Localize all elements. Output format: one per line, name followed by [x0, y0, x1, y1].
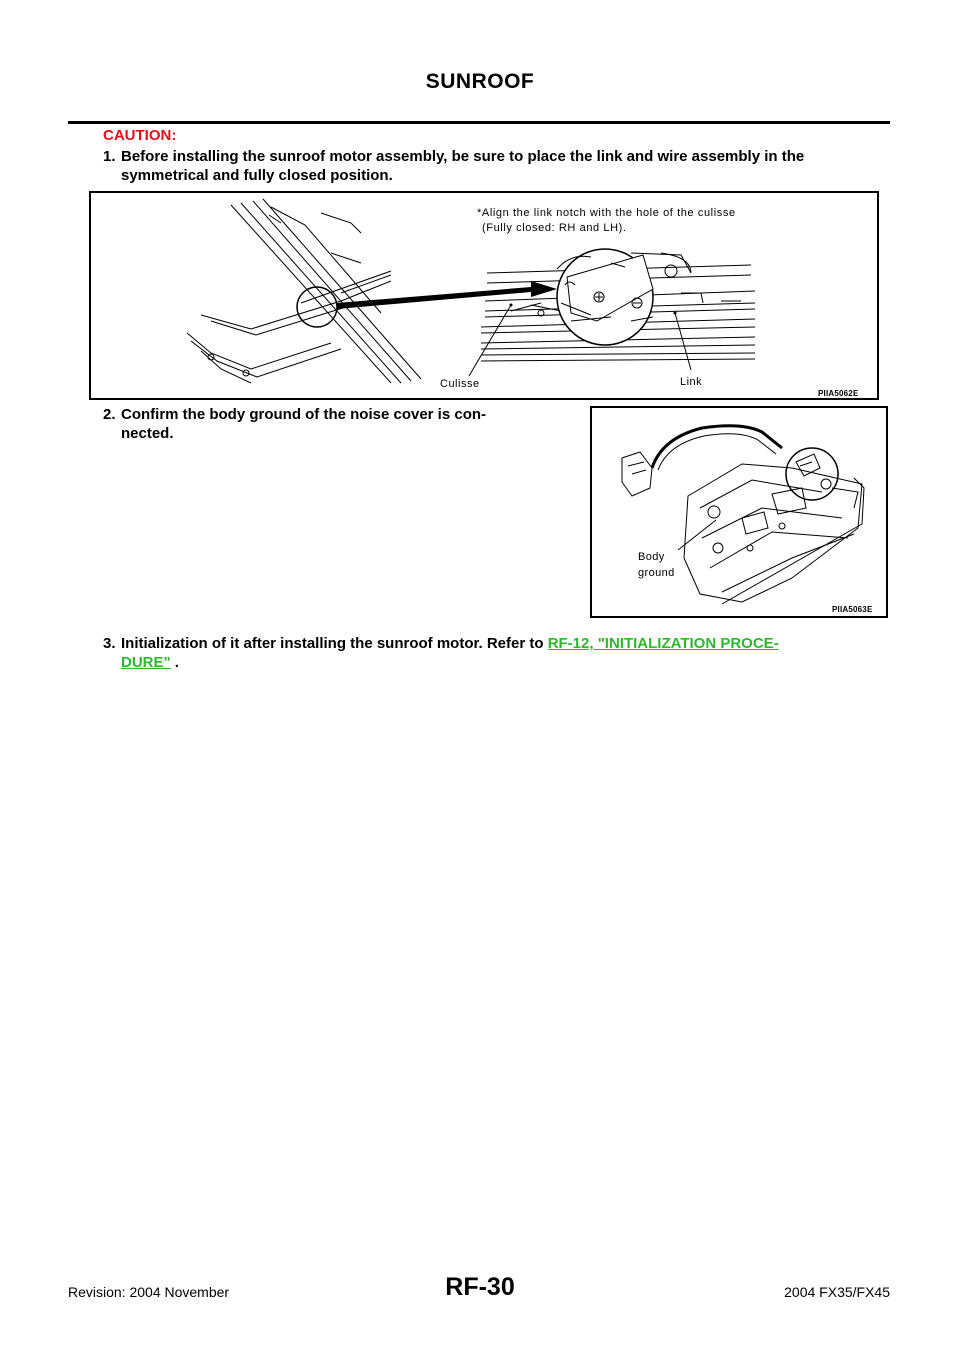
magnify-circle-small	[297, 287, 337, 327]
step-number: 1.	[103, 148, 116, 165]
step-text-after: .	[170, 654, 179, 671]
caution-heading: CAUTION:	[103, 127, 177, 144]
header-rule	[68, 121, 890, 124]
step-text-cont: symmetrical and fully closed position.	[121, 167, 393, 184]
page-title: SUNROOF	[425, 70, 535, 93]
reference-link[interactable]: RF-12, "INITIALIZATION PROCE-	[547, 635, 779, 652]
footer-model: 2004 FX35/FX45	[784, 1284, 890, 1300]
body-ground-diagram	[592, 408, 886, 616]
figure-note-line1: *Align the link notch with the hole of the culisse	[477, 207, 736, 219]
figure-note-line2: (Fully closed: RH and LH).	[482, 222, 627, 234]
label-link: Link	[680, 376, 703, 388]
figure-code: PIIA5062E	[818, 389, 859, 398]
step-text: Confirm the body ground of the noise cover is con-	[121, 406, 487, 423]
label-body-ground-2: ground	[638, 567, 675, 579]
figure-link-alignment	[89, 191, 879, 400]
step-text: Initialization of it after installing the sunroof motor. Refer to	[121, 635, 548, 652]
footer-page-number: RF-30	[445, 1273, 515, 1301]
step-2	[103, 405, 486, 443]
step-number: 2.	[103, 406, 116, 423]
link-alignment-diagram	[91, 193, 877, 398]
footer-revision: Revision: 2004 November	[68, 1284, 230, 1300]
label-body-ground-1: Body	[638, 551, 665, 563]
leader-culisse	[469, 305, 511, 376]
step-number: 3.	[103, 635, 116, 652]
step-1	[103, 147, 804, 185]
pointer-arrow	[337, 281, 557, 309]
step-text-cont: nected.	[121, 425, 174, 442]
figure-code: PIIA5063E	[832, 605, 873, 614]
reference-link-cont[interactable]: DURE"	[121, 654, 171, 671]
figure-body-ground	[590, 406, 888, 618]
label-culisse: Culisse	[440, 378, 480, 390]
step-text: Before installing the sunroof motor assembly, be sure to place the link and wire assembly in the	[121, 148, 805, 165]
step-3	[103, 634, 779, 672]
